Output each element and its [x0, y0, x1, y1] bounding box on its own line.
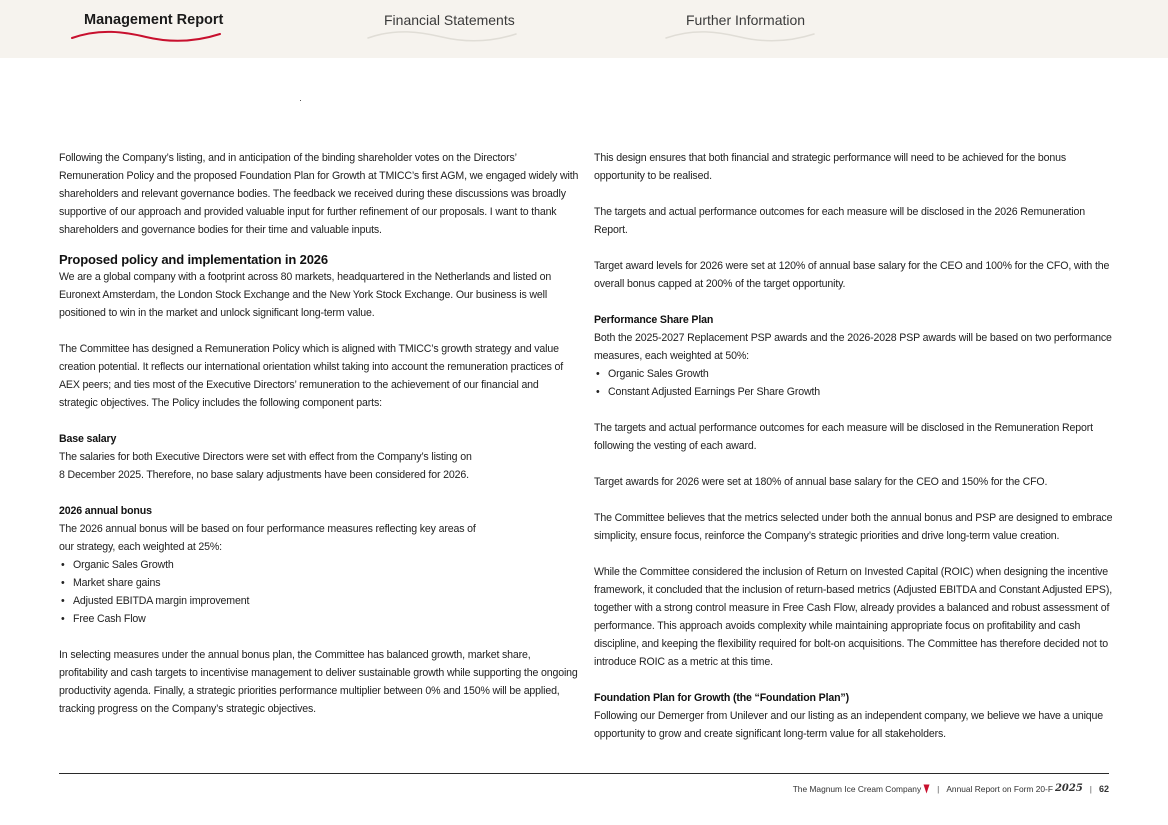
footer-year: 2025	[1054, 783, 1083, 794]
paragraph: In selecting measures under the annual bonus plan, the Committee has balanced growth, market share, profitability and cash targets to incentivise management to deliver sustainable growth while supporting the ongoing productivity agenda. Finally, a strategic priorities performance multiplier between 0% and 150% will be applied, tracking progress on the Company’s strategic objectives.	[59, 649, 578, 715]
brand-drop-icon	[923, 784, 930, 794]
paragraph: Target awards for 2026 were set at 180% of annual base salary for the CEO and 150% for the CFO.	[594, 476, 1048, 488]
list-item: • Organic Sales Growth	[59, 556, 579, 574]
top-navigation	[0, 0, 1168, 58]
subheading-annual-bonus: 2026 annual bonus	[59, 505, 152, 517]
tab-label: Further Information	[686, 12, 806, 28]
list-item: • Market share gains	[59, 574, 579, 592]
tab-underline-icon	[664, 28, 816, 44]
left-column	[59, 149, 579, 718]
paragraph: The Committee believes that the metrics selected under both the annual bonus and PSP are designed to embrace simplicity, ensure focus, reinforce the Company’s strategic priorities and drive long-term value creation.	[594, 512, 1113, 542]
list-item: • Constant Adjusted Earnings Per Share Growth	[594, 383, 1114, 401]
right-column	[594, 149, 1114, 743]
paragraph: While the Committee considered the inclusion of Return on Invested Capital (ROIC) when designing the incentive framework, it concluded that the inclusion of return-based metrics (Adjusted EBITDA and Constant Adjusted EPS), together with a strong control measure in Free Cash Flow, already provides a balanced and robust assessment of performance. This approach avoids complexity while maintaining appropriate focus on profitability and cash discipline, and keeping the flexibility required for bolt-on acquisitions. The Committee has therefore decided not to introduce ROIC as a metric at this time.	[594, 566, 1113, 668]
list-item: • Organic Sales Growth	[594, 365, 1114, 383]
tab-further-information[interactable]	[686, 12, 805, 28]
bonus-line: The 2026 annual bonus will be based on four performance measures reflecting key areas of	[59, 523, 476, 535]
psp-measures-list	[594, 365, 1114, 401]
list-item: • Adjusted EBITDA margin improvement	[59, 592, 579, 610]
tab-management-report[interactable]	[84, 12, 223, 28]
page-number: 62	[1098, 783, 1109, 794]
paragraph: We are a global company with a footprint across 80 markets, headquartered in the Netherlands and listed on Euronext Amsterdam, the London Stock Exchange and the New York Stock Exchange. Our business is well positioned to win in the market and unlock significant long-term value.	[59, 271, 552, 319]
footer-rule	[59, 773, 1109, 774]
footer-report: Annual Report on Form 20-F	[946, 783, 1053, 794]
footer-company: The Magnum Ice Cream Company	[792, 783, 922, 794]
paragraph: The Committee has designed a Remuneration Policy which is aligned with TMICC’s growth strategy and value creation potential. It reflects our international orientation whilst taking into account the remuneration practices of AEX peers; and ties most of the Executive Directors’ remuneration to the achievement of our financial and strategic objectives. The Policy includes the following component parts:	[59, 343, 564, 409]
tab-label: Financial Statements	[384, 12, 515, 28]
bonus-measures-list	[59, 556, 579, 628]
section-heading: Proposed policy and implementation in 2026	[59, 252, 328, 267]
footer-separator: |	[937, 783, 940, 794]
paragraph: The targets and actual performance outcomes for each measure will be disclosed in the 2026 Remuneration Report.	[594, 206, 1085, 236]
subheading-foundation-plan: Foundation Plan for Growth (the “Foundation Plan”)	[594, 692, 849, 704]
page-footer	[793, 783, 1109, 794]
tab-label: Management Report	[84, 12, 224, 28]
list-item: • Free Cash Flow	[59, 610, 579, 628]
intro-paragraph: Following the Company’s listing, and in anticipation of the binding shareholder votes on the Directors’ Remuneration Policy and the proposed Foundation Plan for Growth at TMICC’s first AGM, we engaged widely with shareholders and relevant governance bodies. The feedback we received during these discussions was broadly supportive of our approach and provided valuable input for further refinement of our proposals. I want to thank shareholders and governance bodies for their time and valuable inputs.	[59, 152, 579, 236]
paragraph: Following our Demerger from Unilever and our listing as an independent company, we believe we have a unique opportunity to grow and create significant long-term value for all stakeholders.	[594, 710, 1104, 740]
active-tab-underline-icon	[70, 28, 222, 44]
tab-financial-statements[interactable]	[384, 12, 515, 28]
subheading-psp: Performance Share Plan	[594, 314, 714, 326]
base-salary-line: 8 December 2025. Therefore, no base salary adjustments have been considered for 2026.	[59, 469, 469, 481]
paragraph: Both the 2025-2027 Replacement PSP awards and the 2026-2028 PSP awards will be based on two performance measures, each weighted at 50%:	[594, 332, 1112, 362]
stray-dot	[300, 100, 301, 101]
paragraph: Target award levels for 2026 were set at 120% of annual base salary for the CEO and 100% for the CFO, with the overall bonus capped at 200% of the target opportunity.	[594, 260, 1110, 290]
bonus-line: our strategy, each weighted at 25%:	[59, 541, 222, 553]
paragraph: This design ensures that both financial and strategic performance will need to be achieved for the bonus opportunity to be realised.	[594, 152, 1067, 182]
base-salary-line: The salaries for both Executive Directors were set with effect from the Company’s listing on	[59, 451, 472, 463]
tab-underline-icon	[366, 28, 518, 44]
paragraph: The targets and actual performance outcomes for each measure will be disclosed in the Remuneration Report following the vesting of each award.	[594, 422, 1093, 452]
subheading-base-salary: Base salary	[59, 433, 117, 445]
footer-separator: |	[1089, 783, 1092, 794]
